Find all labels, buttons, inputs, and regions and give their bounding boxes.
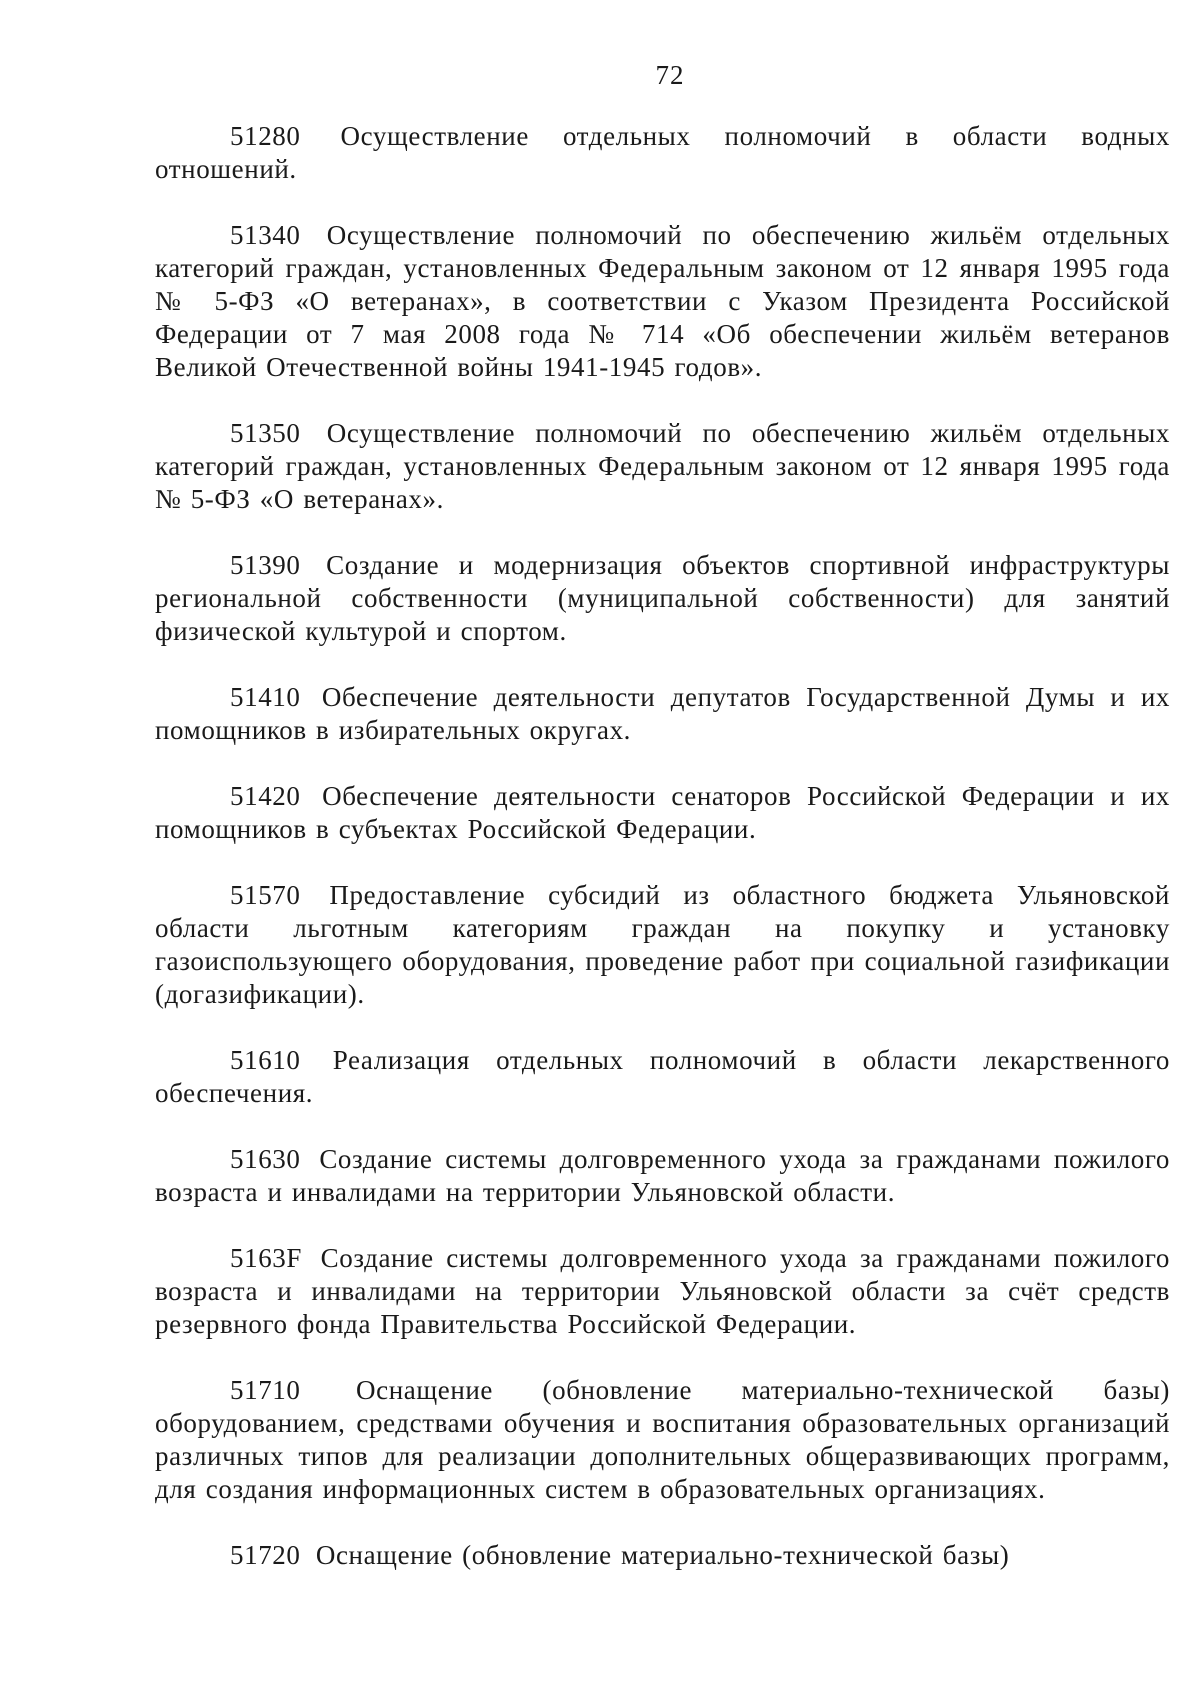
entry-code: 51340 [230,220,301,250]
entry-51420 [155,780,1170,846]
entry-code: 51350 [230,418,301,448]
entry-code: 5163F [230,1243,303,1273]
entry-text: Осуществление отдельных полномочий в области водных отношений. [155,121,1170,184]
entry-51410 [155,681,1170,747]
entry-code: 51280 [230,121,301,151]
entry-51350 [155,417,1170,516]
entry-51710 [155,1374,1170,1506]
entry-code: 51410 [230,682,301,712]
entry-51340 [155,219,1170,384]
entry-text: Оснащение (обновление материально-технической базы) оборудованием, средствами обучения и воспитания образовательных организаций различных типов для реализации дополнительных общеразвивающих программ, для создания информационных систем в образовательных организациях. [155,1375,1170,1504]
entry-text: Предоставление субсидий из областного бюджета Ульяновской области льготным категориям граждан на покупку и установку газоиспользующего оборудования, проведение работ при социальной газификации (догазификации). [155,880,1170,1009]
entry-code: 51720 [230,1540,301,1570]
entry-code: 51610 [230,1045,301,1075]
entry-text: Создание системы долговременного ухода за гражданами пожилого возраста и инвалидами на территории Ульяновской области. [155,1144,1170,1207]
entry-text: Реализация отдельных полномочий в области лекарственного обеспечения. [155,1045,1170,1108]
entry-text: Создание и модернизация объектов спортивной инфраструктуры региональной собственности (муниципальной собственности) для занятий физической культурой и спортом. [155,550,1170,646]
entry-5163F [155,1242,1170,1341]
page-number: 72 [655,60,685,90]
entry-text: Создание системы долговременного ухода за гражданами пожилого возраста и инвалидами на территории Ульяновской области за счёт средств резервного фонда Правительства Российской Федерации. [155,1243,1170,1339]
entry-text: Обеспечение деятельности сенаторов Российской Федерации и их помощников в субъектах Российской Федерации. [155,781,1170,844]
entry-text: Осуществление полномочий по обеспечению жильём отдельных категорий граждан, установленных Федеральным законом от 12 января 1995 года № 5-ФЗ «О ветеранах». [155,418,1170,514]
entry-code: 51420 [230,781,301,811]
entry-text: Обеспечение деятельности депутатов Государственной Думы и их помощников в избирательных округах. [155,682,1170,745]
entry-text: Оснащение (обновление материально-технической базы) [315,1540,1010,1570]
entry-code: 51570 [230,880,301,910]
entry-text: Осуществление полномочий по обеспечению жильём отдельных категорий граждан, установленных Федеральным законом от 12 января 1995 года № 5-ФЗ «О ветеранах», в соответствии с Указом Президента Российской Федерации от 7 мая 2008 года № 714 «Об обеспечении жильём ветеранов Великой Отечественной войны 1941-1945 годов». [155,220,1170,382]
entry-code: 51630 [230,1144,301,1174]
entry-51390 [155,549,1170,648]
document-body [155,120,1170,1605]
entry-51630 [155,1143,1170,1209]
entry-code: 51710 [230,1375,301,1405]
entry-51280 [155,120,1170,186]
entry-51720 [155,1539,1170,1572]
entry-51570 [155,879,1170,1011]
entry-51610 [155,1044,1170,1110]
entry-code: 51390 [230,550,301,580]
